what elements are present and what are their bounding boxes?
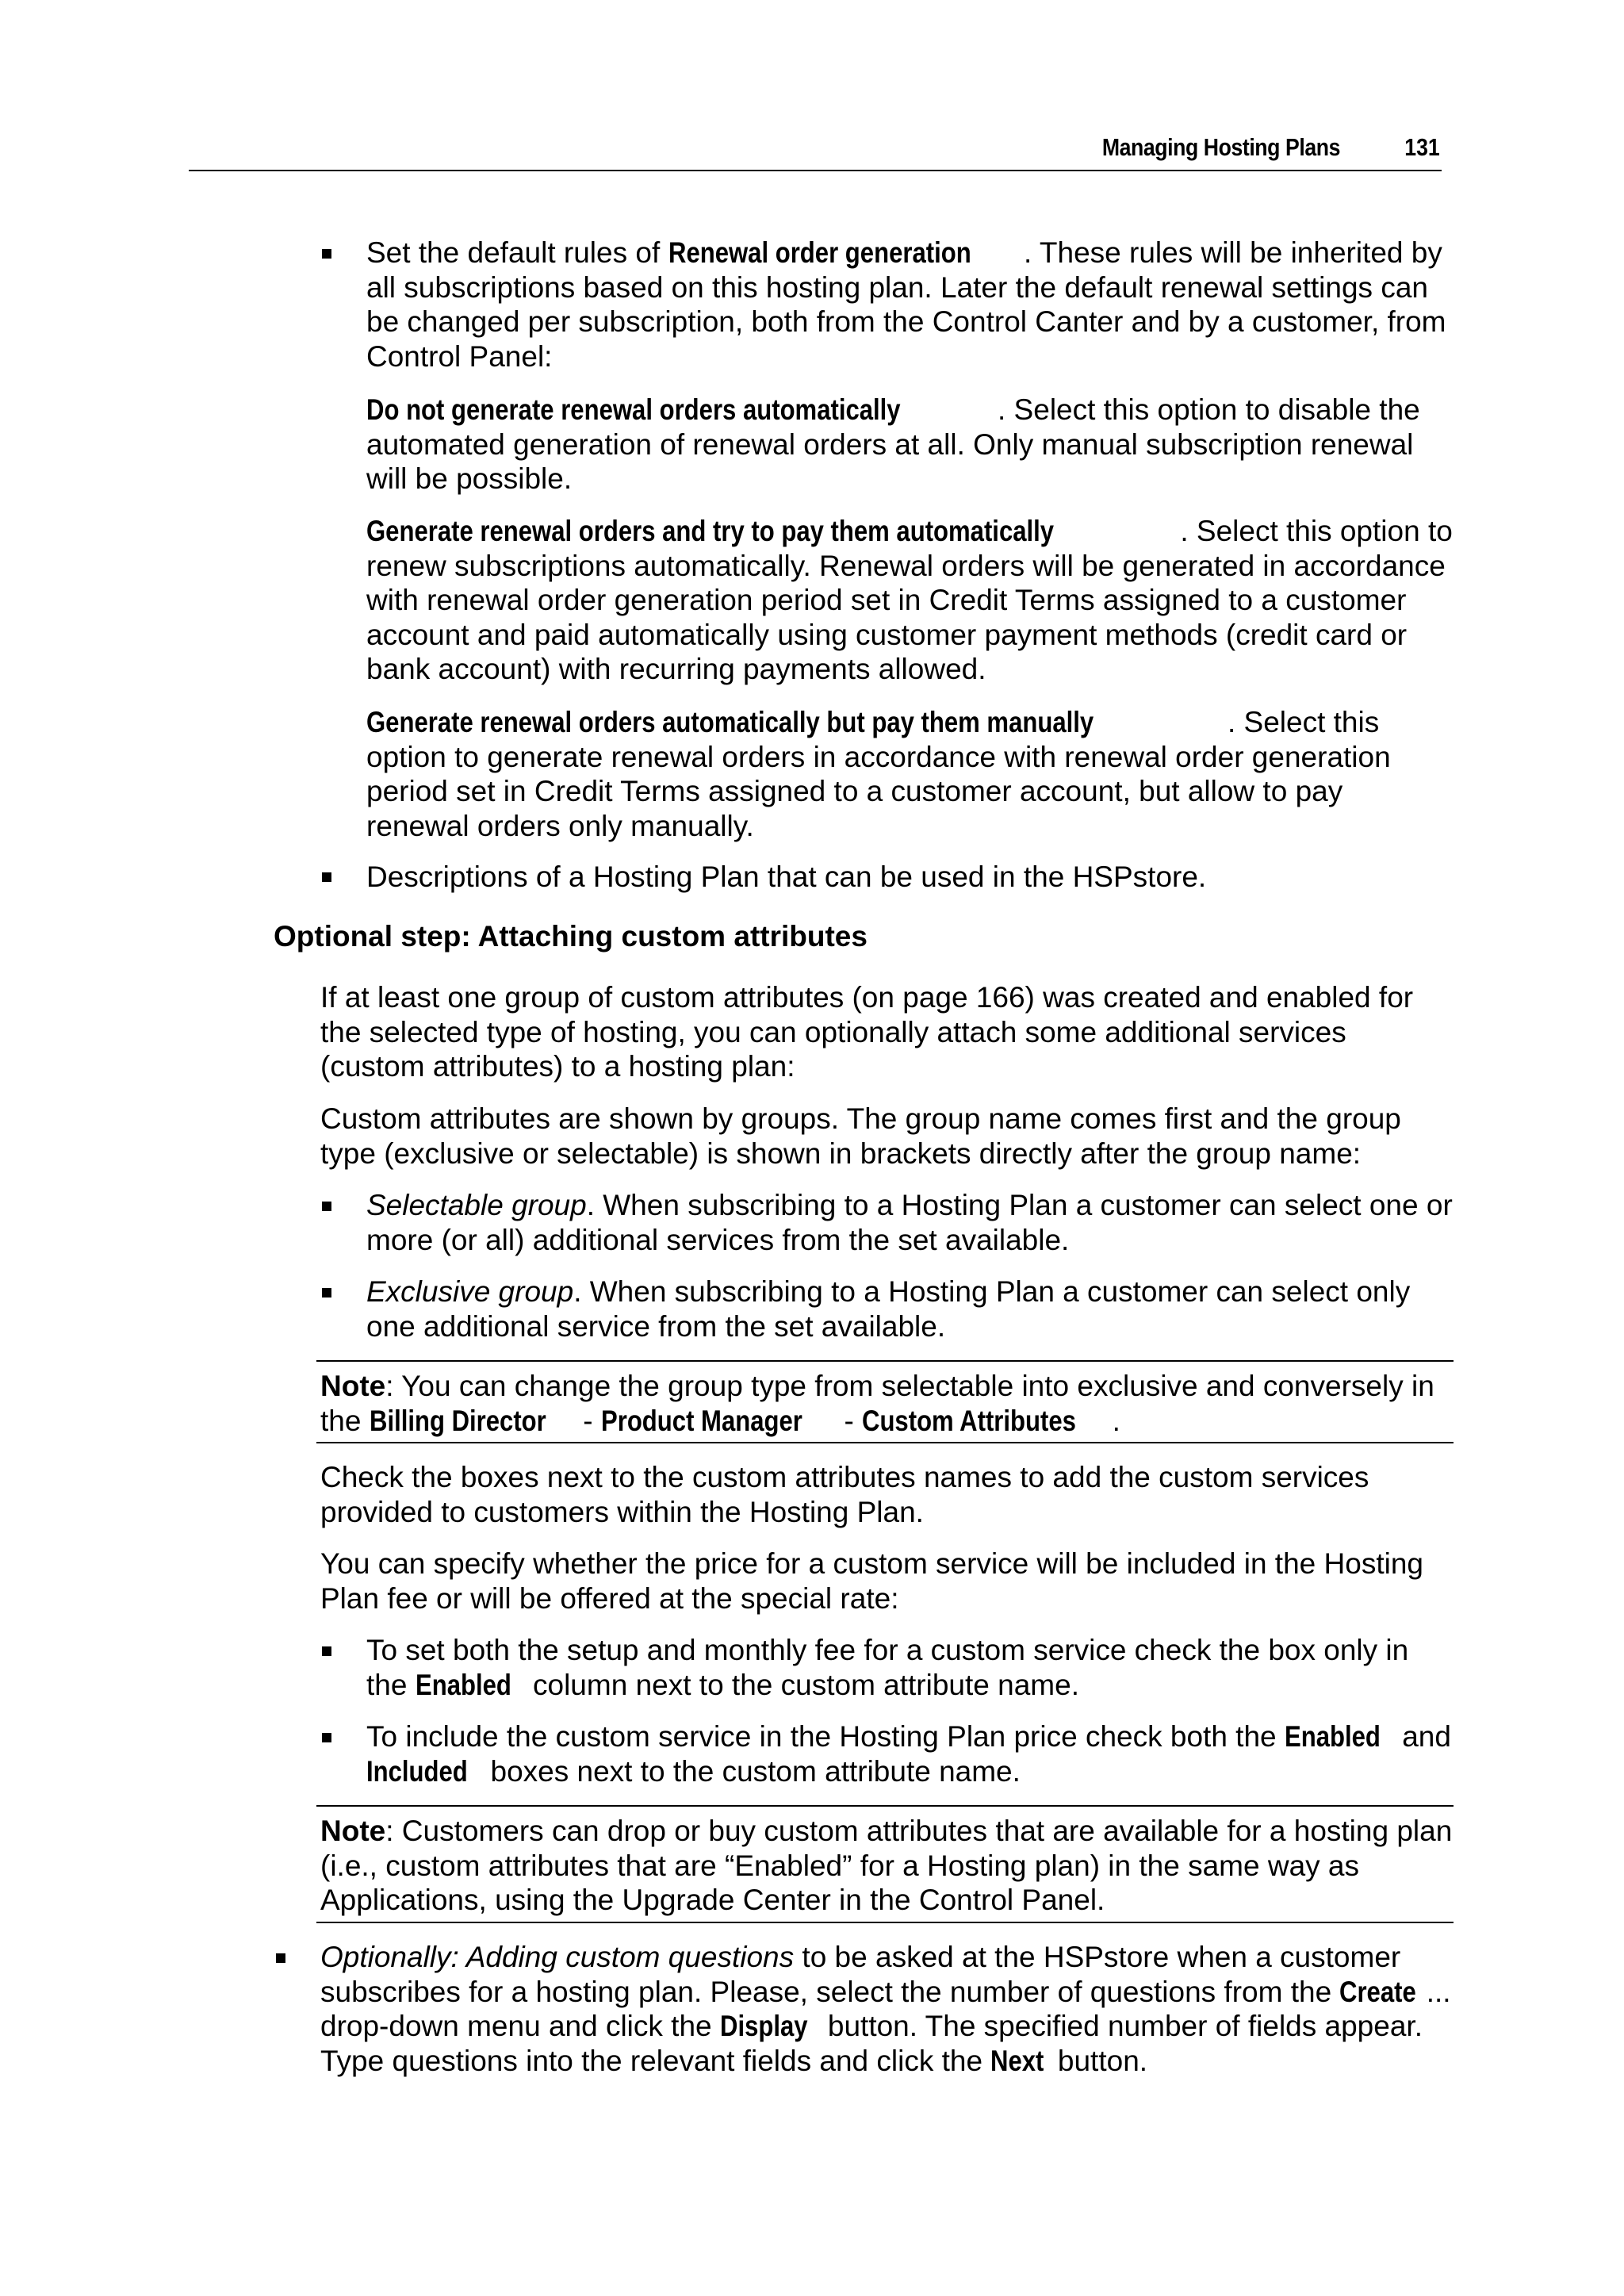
italic-term: Optionally: Adding custom questions: [320, 1941, 795, 1973]
bullet-exclusive-group: [366, 1274, 1453, 1343]
bullet-marker: [276, 1953, 285, 1963]
bullet-marker: [322, 1646, 331, 1656]
text: . When subscribing to a Hosting Plan a customer can select only one additional service from the set available.: [366, 1275, 1411, 1343]
separator: -: [575, 1404, 601, 1437]
bullet-enabled-only: [366, 1633, 1453, 1702]
text: . Select this option to generate renewal orders in accordance with renewal order generation period set in Credit Terms assigned to a customer account, but allow to pay renewal orders only manually.: [366, 706, 1391, 842]
bold-term: Do not generate renewal orders automatically: [366, 393, 901, 426]
bold-term: Enabled: [415, 1668, 511, 1701]
text: To set both the setup and monthly fee for a custom service check the box only in the: [366, 1634, 1409, 1701]
text: To include the custom service in the Hosting Plan price check both the: [366, 1720, 1285, 1753]
header-title: Managing Hosting Plans: [1101, 133, 1340, 161]
bold-term: Display: [719, 2010, 808, 2042]
bullet-marker: [322, 1202, 331, 1211]
text: . Select this option to disable the automated generation of renewal orders at all. Only manual subscription renewal will be possible.: [366, 393, 1420, 495]
text: . When subscribing to a Hosting Plan a customer can select one or more (or all) additional services from the set available.: [366, 1189, 1453, 1256]
text: : Customers can drop or buy custom attributes that are available for a hosting plan (i.e., custom attributes that are “Enabled” for a Hosting plan) in the same way as Applications, using the Upgrade Center in the Control Panel.: [320, 1815, 1453, 1916]
note-drop-buy: [320, 1814, 1454, 1918]
bullet-marker: [322, 249, 331, 259]
section-heading: Optional step: Attaching custom attributes: [274, 920, 868, 953]
bold-term: Generate renewal orders automatically but pay them manually: [366, 706, 1094, 738]
italic-term: Exclusive group: [366, 1275, 574, 1308]
bold-term: Generate renewal orders and try to pay them automatically: [366, 515, 1055, 547]
bullet-selectable-group: [366, 1188, 1453, 1257]
separator: -: [836, 1404, 863, 1437]
paragraph-price: You can specify whether the price for a custom service will be included in the Hosting Plan fee or will be offered at the special rate:: [320, 1547, 1423, 1615]
bullet-custom-questions: [320, 1940, 1454, 2078]
menu-path: Billing Director: [369, 1404, 546, 1437]
text: .: [1112, 1404, 1120, 1437]
note-group-type: [320, 1369, 1454, 1438]
text: . These rules will be inherited by all subscriptions based on this hosting plan. Later the default renewal settings can be changed per subscription, both from the Control Canter and by a customer, from Control Panel:: [366, 236, 1446, 373]
option-generate-pay-manual: [366, 705, 1453, 843]
bullet-enabled-included: [366, 1719, 1453, 1788]
menu-path: Product Manager: [600, 1404, 802, 1437]
bullet-marker: [322, 872, 331, 882]
paragraph-intro: If at least one group of custom attributes (on page 166) was created and enabled for the selected type of hosting, you can optionally attach some additional services (custom attributes) to a hosting plan:: [320, 981, 1414, 1083]
text: to be asked at the HSPstore when a customer subscribes for a hosting plan. Please, select the number of questions from the: [320, 1941, 1401, 2008]
text: ... drop-down menu and click the: [320, 1975, 1451, 2042]
option-do-not-generate: [366, 393, 1453, 496]
note-label: Note: [320, 1370, 386, 1402]
bullet-marker: [322, 1288, 331, 1297]
text: and: [1393, 1720, 1451, 1753]
text: . Select this option to renew subscriptions automatically. Renewal orders will be generated in accordance with renewal order generation period set in Credit Terms assigned to a customer account and paid automatically using customer payment methods (credit card or bank account) with recurring payments allowed.: [366, 515, 1453, 685]
text: button.: [1049, 2044, 1148, 2077]
note-top-rule: [316, 1360, 1454, 1362]
text: Set the default rules of: [366, 236, 668, 269]
bold-term: Next: [990, 2044, 1044, 2077]
page-number: 131: [1404, 133, 1440, 161]
bold-term: Enabled: [1284, 1720, 1381, 1753]
bold-term: Renewal order generation: [668, 236, 971, 269]
bullet-marker: [322, 1733, 331, 1742]
text: Descriptions of a Hosting Plan that can be used in the HSPstore.: [366, 861, 1207, 893]
paragraph-check-boxes: Check the boxes next to the custom attributes names to add the custom services provided to customers within the Hosting Plan.: [320, 1461, 1369, 1528]
bold-term: Included: [366, 1754, 468, 1788]
text: button. The specified number of fields appear. Type questions into the relevant fields and click the: [320, 2010, 1423, 2077]
italic-term: Selectable group: [366, 1189, 587, 1221]
note-top-rule: [316, 1805, 1454, 1807]
note-label: Note: [320, 1815, 386, 1847]
text: column next to the custom attribute name.: [524, 1668, 1079, 1701]
bullet-renewal-rules: [366, 236, 1453, 374]
bullet-descriptions: [366, 860, 1453, 895]
note-bottom-rule: [316, 1922, 1454, 1923]
option-generate-pay-auto: [366, 514, 1453, 687]
running-header: [189, 133, 1442, 171]
bold-term: Create: [1339, 1975, 1417, 2008]
text: boxes next to the custom attribute name.: [482, 1754, 1021, 1788]
text: : You can change the group type from selectable into exclusive and conversely in the: [320, 1370, 1434, 1437]
paragraph-groups: Custom attributes are shown by groups. The group name comes first and the group type (exclusive or selectable) is shown in brackets directly after the group name:: [320, 1102, 1401, 1170]
note-bottom-rule: [316, 1442, 1454, 1443]
menu-path: Custom Attributes: [862, 1404, 1077, 1437]
